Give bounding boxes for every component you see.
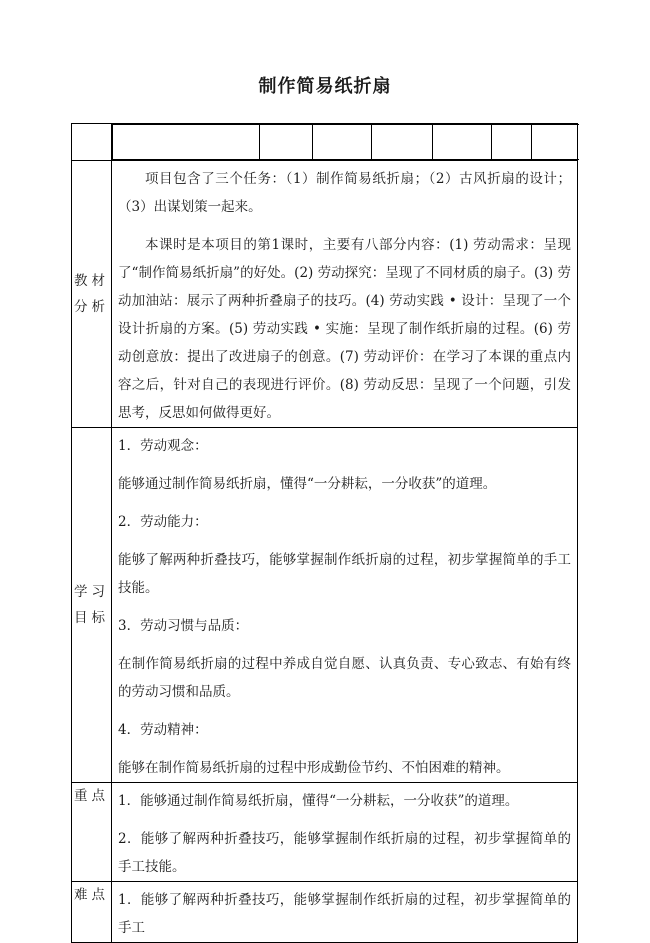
- goal-heading: 1．劳动观念：: [118, 438, 208, 454]
- goals-label: [72, 428, 112, 783]
- key-point-item: 2．能够了解两种折叠技巧，能够掌握制作纸折扇的过程，初步掌握简单的手工技能。: [118, 831, 571, 875]
- difficulties-content: [112, 882, 578, 943]
- goals-label-text: 学习目标: [74, 584, 109, 626]
- analysis-label: [72, 161, 112, 428]
- analysis-row: [72, 161, 578, 428]
- header-blank-cell: [113, 125, 260, 160]
- goal-text: 能够在制作简易纸折扇的过程中形成勤俭节约、不怕困难的精神。: [118, 760, 510, 776]
- key-point-item: 1．能够通过制作简易纸折扇，懂得“一分耕耘，一分收获”的道理。: [118, 793, 519, 809]
- header-blank-cell: [532, 125, 579, 160]
- document-title: 制作简易纸折扇: [258, 76, 392, 97]
- key-points-label: [72, 783, 112, 882]
- analysis-label-text: 教材分析: [74, 273, 109, 315]
- difficulty-item: 1．能够了解两种折叠技巧，能够掌握制作纸折扇的过程，初步掌握简单的手工: [118, 892, 571, 936]
- key-points-content: [112, 783, 578, 882]
- goal-heading: 2．劳动能力：: [118, 514, 208, 530]
- goal-text: 能够通过制作简易纸折扇，懂得“一分耕耘，一分收获”的道理。: [118, 476, 497, 492]
- goal-heading: 4．劳动精神：: [118, 722, 208, 738]
- difficulties-label-text: 难点: [74, 887, 109, 903]
- header-blank-cell: [433, 125, 492, 160]
- header-blank-cell: [313, 125, 372, 160]
- difficulties-label: [72, 882, 112, 943]
- header-empty-label-cell: [72, 124, 112, 161]
- key-points-row: [72, 783, 578, 882]
- header-cells: [112, 124, 578, 161]
- goal-text: 能够了解两种折叠技巧，能够掌握制作纸折扇的过程，初步掌握简单的手工技能。: [118, 552, 571, 596]
- goals-row: [72, 428, 578, 783]
- key-points-label-text: 重点: [74, 788, 109, 804]
- goals-content: [112, 428, 578, 783]
- difficulties-row: [72, 882, 578, 943]
- analysis-paragraph: 项目包含了三个任务：（1）制作简易纸折扇；（2）古风折扇的设计；（3）出谋划策一起来。: [118, 171, 571, 215]
- header-row: [72, 124, 578, 161]
- analysis-content: [112, 161, 578, 428]
- header-blank-cell: [492, 125, 532, 160]
- analysis-paragraph: 本课时是本项目的第1课时，主要有八部分内容：(1) 劳动需求：呈现了“制作简易纸折扇”的好处。(2) 劳动探究：呈现了不同材质的扇子。(3) 劳动加油站：展示了两种折叠扇子的技巧。(4) 劳动实践 • 设计：呈现了一个设计折扇的方案。(5) 劳动实践 • 实施：呈现了制作纸折扇的过程。(6) 劳动创意放：提出了改进扇子的创意。(7) 劳动评价：在学习了本课的重点内容之后，针对自己的表现进行评价。(8) 劳动反思：呈现了一个问题，引发思考，反思如何做得更好。: [118, 237, 571, 421]
- goal-text: 在制作简易纸折扇的过程中养成自觉自愿、认真负责、专心致志、有始有终的劳动习惯和品质。: [118, 656, 571, 700]
- goal-heading: 3．劳动习惯与品质：: [118, 618, 249, 634]
- header-subgrid: [112, 124, 579, 160]
- header-blank-cell: [372, 125, 433, 160]
- header-blank-cell: [260, 125, 313, 160]
- lesson-plan-table: [71, 123, 578, 943]
